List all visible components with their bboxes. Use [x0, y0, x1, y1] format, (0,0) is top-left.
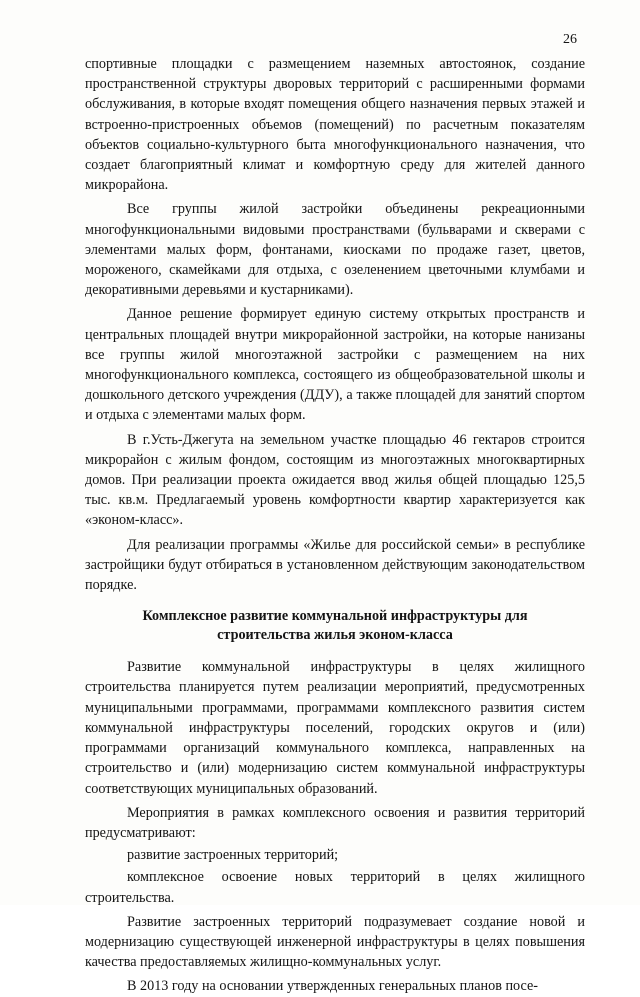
paragraph: Все группы жилой застройки объединены рекреационными многофункциональными видовыми пространствами (бульварами и скверами с элементами малых форм, фонтанами, киосками по продаже газет, цветов, мороженого, скамейками для отдыха, с озеленением цветочными клумбами и декоративными деревьями и кустарниками).	[85, 201, 585, 299]
paragraph: Развитие коммунальной инфраструктуры в целях жилищного строительства планируется путем реализации мероприятий, предусмотренных муниципальными программами, программами комплексного развития систем коммунальной инфраструктуры поселений, городских округов и (или) программами организаций коммунального комплекса, направленных на строительство и (или) модернизацию систем коммунальной инфраструктуры соответствующих муниципальных образований.	[85, 659, 585, 797]
paragraph: В 2013 году на основании утвержденных генеральных планов посе-	[127, 978, 539, 995]
paragraph: В г.Усть-Джегута на земельном участке площадью 46 гектаров строится микрорайон с жилым фондом, состоящим из многоэтажных многоквартирных домов. При реализации проекта ожидается ввод жилья общей площадью 125,5 тыс. кв.м. Предлагаемый уровень комфортности квартир характеризуется как «эконом-класс».	[85, 431, 585, 529]
paragraph: Развитие застроенных территорий подразумевает создание новой и модернизацию существующей инженерной инфраструктуры в целях повышения качества предоставляемых жилищно-коммунальных услуг.	[85, 913, 585, 971]
paragraph: Для реализации программы «Жилье для российской семьи» в республике застройщики будут отбираться в установленном действующим законодательством порядке.	[85, 536, 585, 594]
section-heading	[85, 607, 585, 645]
section-heading-line: Комплексное развитие коммунальной инфраструктуры для	[142, 608, 528, 625]
page-number: 26	[563, 32, 577, 47]
list-item: развитие застроенных территорий;	[127, 847, 339, 864]
list-item: комплексное освоение новых территорий в целях жилищного строительства.	[85, 869, 585, 906]
page-body	[85, 54, 585, 997]
paragraph: спортивные площадки с размещением наземных автостоянок, создание пространственной структуры дворовых территорий с расширенными формами обслуживания, в которые входят помещения общего назначения первых этажей и встроенно-пристроенных объемов (помещений) по расчетным показателям объектов социально-культурного быта многофункционального назначения, что создает благоприятный климат и комфортную среду для жителей данного микрорайона.	[85, 56, 585, 194]
section-heading-line: строительства жилья эконом-класса	[217, 627, 453, 644]
paragraph: Данное решение формирует единую систему открытых пространств и центральных площадей внутри микрорайонной застройки, на которые нанизаны все группы жилой многоэтажной застройки с размещением на них многофункционального комплекса, состоящего из общеобразовательной школы и дошкольного детского учреждения (ДДУ), а также площадей для занятий спортом и отдыха с элементами малых форм.	[85, 306, 585, 424]
paragraph: Мероприятия в рамках комплексного освоения и развития территорий предусматривают:	[85, 804, 585, 841]
